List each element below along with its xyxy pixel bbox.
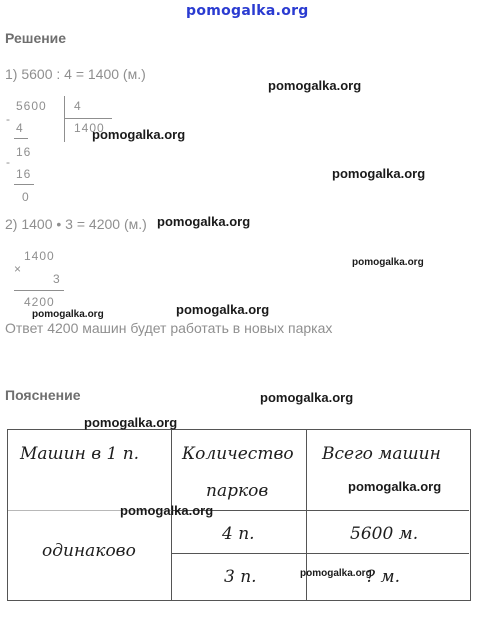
table-cell-parks-row2: 3 п. (224, 567, 257, 587)
table-header-park-count-line2: парков (206, 481, 269, 501)
step2-equation: 2) 1400 • 3 = 4200 (м.) (5, 216, 147, 232)
division-dividend: 5600 (16, 99, 47, 113)
table-cell-parks-row1: 4 п. (222, 524, 255, 544)
multiplication-line (14, 290, 64, 291)
division-line-2 (14, 184, 34, 185)
table-header-machines-per-park: Машин в 1 п. (20, 444, 140, 464)
table-header-total-machines: Всего машин (322, 444, 441, 464)
division-divisor: 4 (74, 99, 81, 113)
table-cell-total-row2: ? м. (366, 567, 401, 587)
division-subtrahend-2: 16 (16, 167, 32, 181)
table-row-line (172, 553, 469, 554)
watermark: pomogalka.org (157, 214, 251, 229)
division-line-1 (14, 138, 28, 139)
division-minus-sign: - (6, 112, 10, 126)
table-cell-equal: одинаково (42, 541, 136, 561)
watermark: pomogalka.org (300, 568, 372, 579)
watermark: pomogalka.org (260, 390, 354, 405)
division-final-remainder: 0 (22, 190, 29, 204)
division-remainder-1: 16 (16, 145, 32, 159)
watermark: pomogalka.org (268, 78, 362, 93)
watermark: pomogalka.org (92, 127, 186, 142)
watermark: pomogalka.org (176, 302, 270, 317)
watermark: pomogalka.org (84, 415, 178, 430)
table-header-park-count-line1: Количество (182, 444, 294, 464)
watermark: pomogalka.org (32, 309, 104, 320)
answer-text: Ответ 4200 машин будет работать в новых парках (5, 320, 333, 336)
division-divisor-underline (64, 118, 112, 119)
multiplication-factor-2: 3 (53, 272, 60, 286)
division-vertical-bar (64, 96, 65, 142)
step1-equation: 1) 5600 : 4 = 1400 (м.) (5, 66, 146, 82)
table-header-row-line (172, 510, 469, 511)
division-subtrahend-1: 4 (16, 121, 23, 135)
watermark: pomogalka.org (348, 479, 442, 494)
division-quotient: 1400 (74, 121, 105, 135)
explanation-heading: Пояснение (5, 387, 81, 403)
solution-heading: Решение (5, 30, 67, 46)
division-minus-sign: - (6, 155, 10, 169)
watermark: pomogalka.org (120, 503, 214, 518)
multiplication-product: 4200 (24, 295, 55, 309)
site-watermark[interactable]: pomogalka.org (186, 3, 309, 19)
watermark: pomogalka.org (352, 257, 424, 268)
multiplication-factor-1: 1400 (24, 249, 55, 263)
multiplication-sign: × (14, 262, 22, 276)
watermark: pomogalka.org (332, 166, 426, 181)
table-cell-total-row1: 5600 м. (350, 524, 419, 544)
